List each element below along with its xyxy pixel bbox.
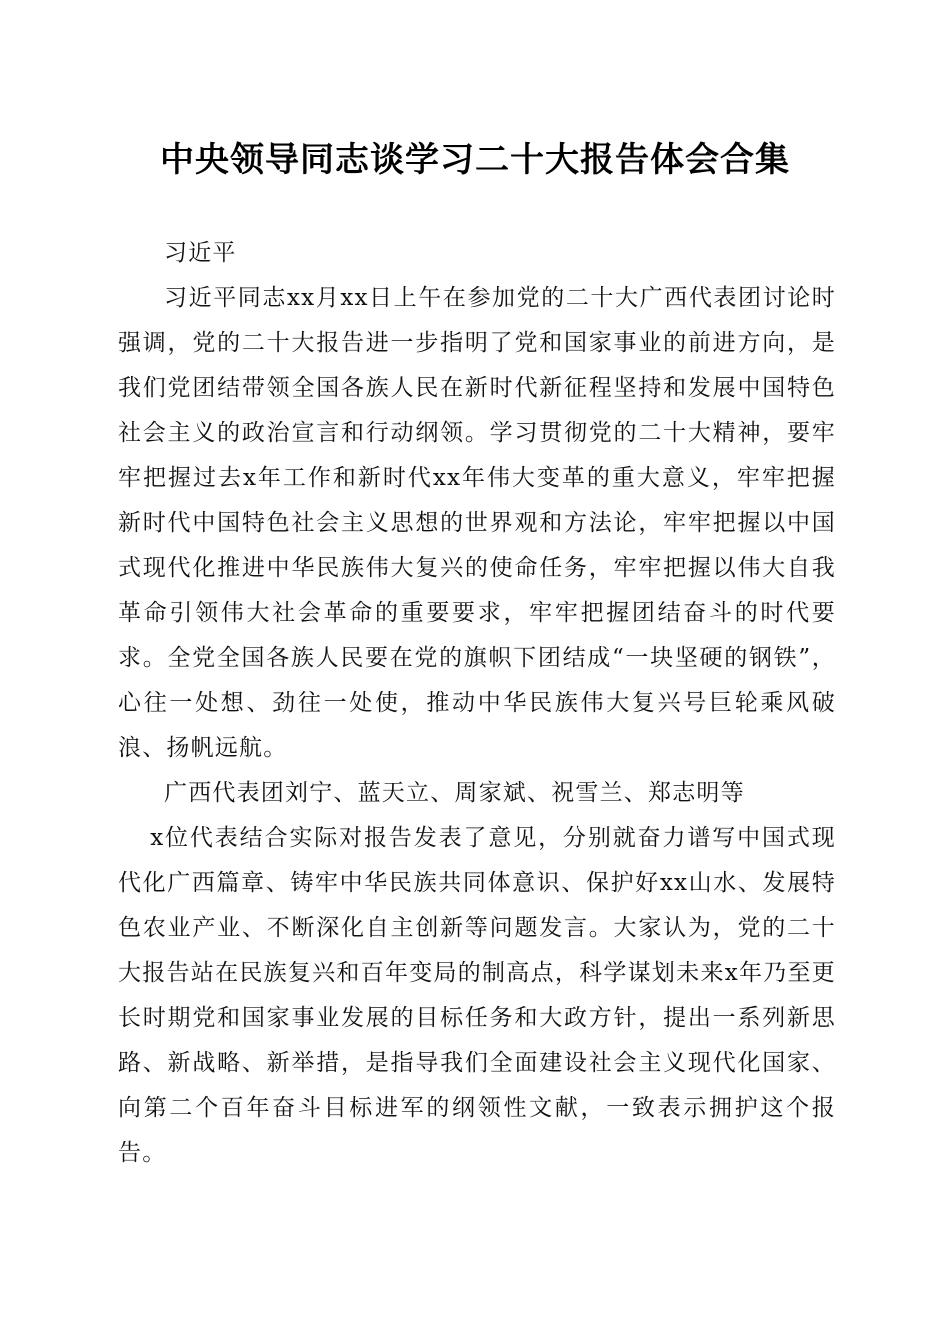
paragraph-speaker: 习近平 <box>164 240 237 266</box>
document-body <box>118 231 836 1176</box>
paragraph-delegates: 广西代表团刘宁、蓝天立、周家斌、祝雪兰、郑志明等 <box>164 780 745 806</box>
document-title: 中央领导同志谈学习二十大报告体会合集 <box>160 140 790 180</box>
paragraph-main: 习近平同志xx月xx日上午在参加党的二十大广西代表团讨论时强调，党的二十大报告进一步指明了党和国家事业的前进方向，是我们党团结带领全国各族人民在新时代新征程坚持和发展中国特色社会主义的政治宣言和行动纲领。学习贯彻党的二十大精神，要牢牢把握过去x年工作和新时代xx年伟大变革的重大意义，牢牢把握新时代中国特色社会主义思想的世界观和方法论，牢牢把握以中国式现代化推进中华民族伟大复兴的使命任务，牢牢把握以伟大自我革命引领伟大社会革命的重要要求，牢牢把握团结奋斗的时代要求。全党全国各族人民要在党的旗帜下团结成“一块坚硬的钢铁”，心往一处想、劲往一处使，推动中华民族伟大复兴号巨轮乘风破浪、扬帆远航。 <box>118 285 836 761</box>
paragraph-discussion: x位代表结合实际对报告发表了意见，分别就奋力谱写中国式现代化广西篇章、铸牢中华民族共同体意识、保护好xx山水、发展特色农业产业、不断深化自主创新等问题发言。大家认为，党的二十大报告站在民族复兴和百年变局的制高点，科学谋划未来x年乃至更长时期党和国家事业发展的目标任务和大政方针，提出一系列新思路、新战略、新举措，是指导我们全面建设社会主义现代化国家、向第二个百年奋斗目标进军的纲领性文献，一致表示拥护这个报告。 <box>118 825 836 1166</box>
